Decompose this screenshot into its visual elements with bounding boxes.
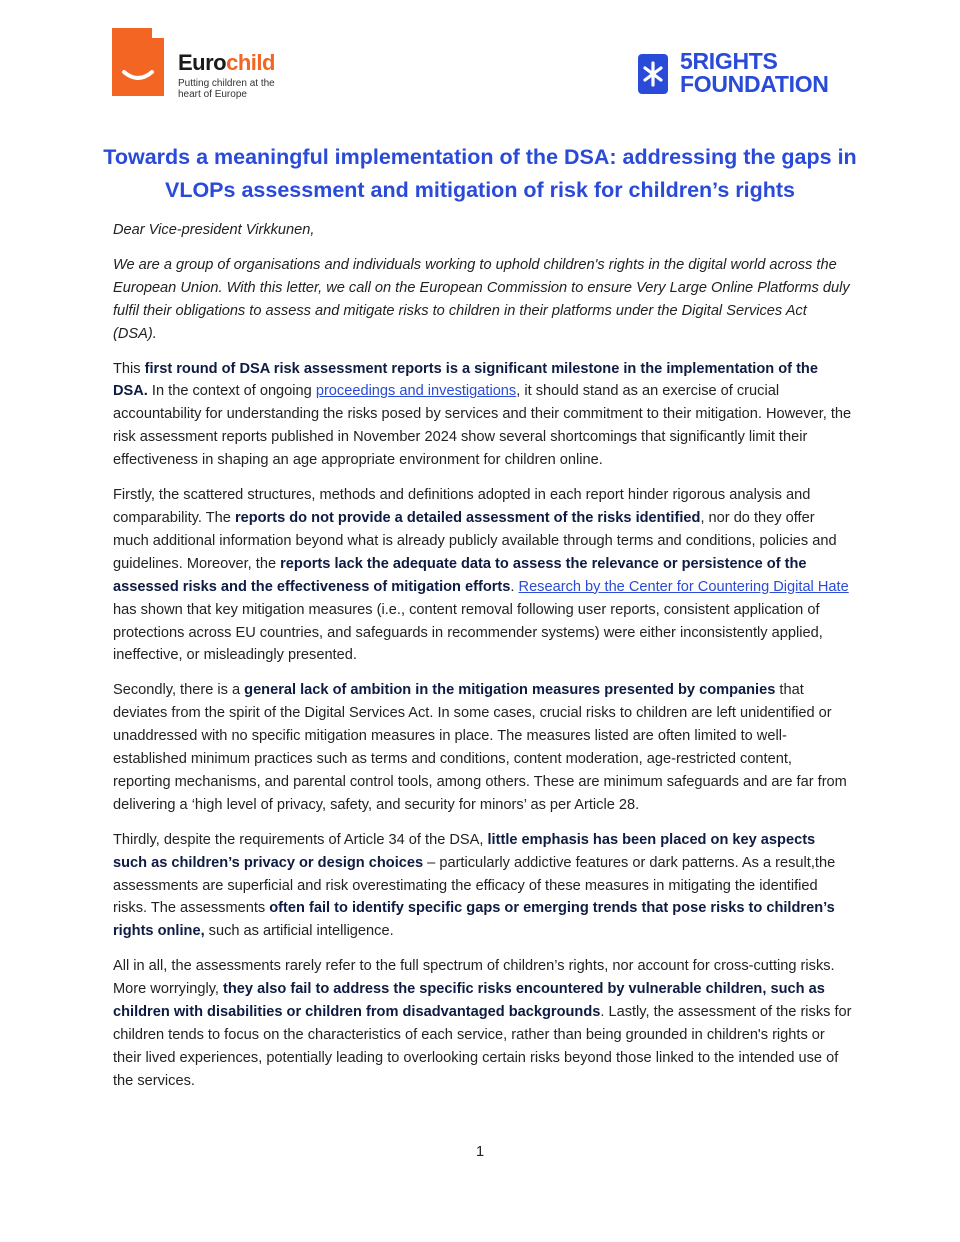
eurochild-smile-icon [112,28,164,96]
salutation: Dear Vice-president Virkkunen, [113,222,315,238]
5rights-wordmark: 5RIGHTS FOUNDATION [680,48,829,97]
page-number: 1 [475,1144,485,1160]
letter-body [113,219,853,1105]
eurochild-wordmark: Eurochild [178,50,275,75]
5rights-star-icon [638,54,668,94]
eurochild-logo [112,28,282,100]
paragraph-thirdly: Thirdly, despite the requirements of Article 34 of the DSA, little emphasis has been placed on key aspects such as children’s privacy or design choices – particularly addictive features or dark patterns. As a result,the assessments are superficial and risk overestimating the efficacy of these measures in mitigating the identified risks. The assessments often fail to identify specific gaps or emerging trends that pose risks to children’s rights online, such as artificial intelligence. [113,831,836,940]
paragraph-secondly: Secondly, there is a general lack of ambition in the mitigation measures presented by companies that deviates from the spirit of the Digital Services Act. In some cases, crucial risks to children are left unidentified or unaddressed with no specific mitigation measures in place. The measures listed are often limited to well-established minimum practices such as terms and conditions, content moderation, age-restricted content, reporting mechanisms, and parental control tools, among others. These are minimum safeguards and are far from delivering a ‘high level of privacy, safety, and security for minors’ as per Article 28. [113,682,847,813]
paragraph-firstly: Firstly, the scattered structures, methods and definitions adopted in each report hinder rigorous analysis and comparability. The reports do not provide a detailed assessment of the risks identified, nor do they offer much additional information beyond what is already publicly available through terms and conditions, policies and guidelines. Moreover, the reports lack the adequate data to assess the relevance or persistence of the assessed risks and the effectiveness of mitigation efforts. Research by the Center for Countering Digital Hate has shown that key mitigation measures (i.e., content removal following user reports, consistent application of protections across EU countries, and safeguards in recommender systems) were either inconsistently applied, ineffective, or misleadingly presented. [113,487,849,664]
eurochild-tagline: Putting children at the heart of Europe [178,78,275,100]
document-title: Towards a meaningful implementation of the DSA: addressing the gaps in VLOPs assessment and mitigation of risk for children’s rights [103,145,857,202]
paragraph-milestone: This first round of DSA risk assessment reports is a significant milestone in the implementation of the DSA. In the context of ongoing proceedings and investigations, it should stand as an exercise of crucial accountability for understanding the risks posed by services and their commitment to their mitigation. However, the risk assessment reports published in November 2024 show several shortcomings that significantly limit their effectiveness in shaping an age appropriate environment for children online. [113,360,852,469]
link-ccdh-research[interactable]: Research by the Center for Countering Digital Hate [518,578,849,595]
paragraph-all-in-all: All in all, the assessments rarely refer to the full spectrum of children’s rights, nor account for cross-cutting risks. More worryingly, they also fail to address the specific risks encountered by vulnerable children, such as children with disabilities or children from disadvantaged backgrounds. Lastly, the assessment of the risks for children tends to focus on the characteristics of each service, rather than being grounded in children's rights or their lived experiences, potentially leading to overlooking certain risks beyond those linked to the intended use of the services. [113,958,852,1089]
5rights-foundation-logo [638,50,848,100]
link-proceedings-investigations[interactable]: proceedings and investigations [315,383,517,400]
intro-paragraph: We are a group of organisations and individuals working to uphold children's rights in the digital world across the European Union. With this letter, we call on the European Commission to ensure Very Large Online Platforms duly fulfil their obligations to assess and mitigate risks to children in their platforms under the Digital Services Act (DSA). [113,256,850,342]
